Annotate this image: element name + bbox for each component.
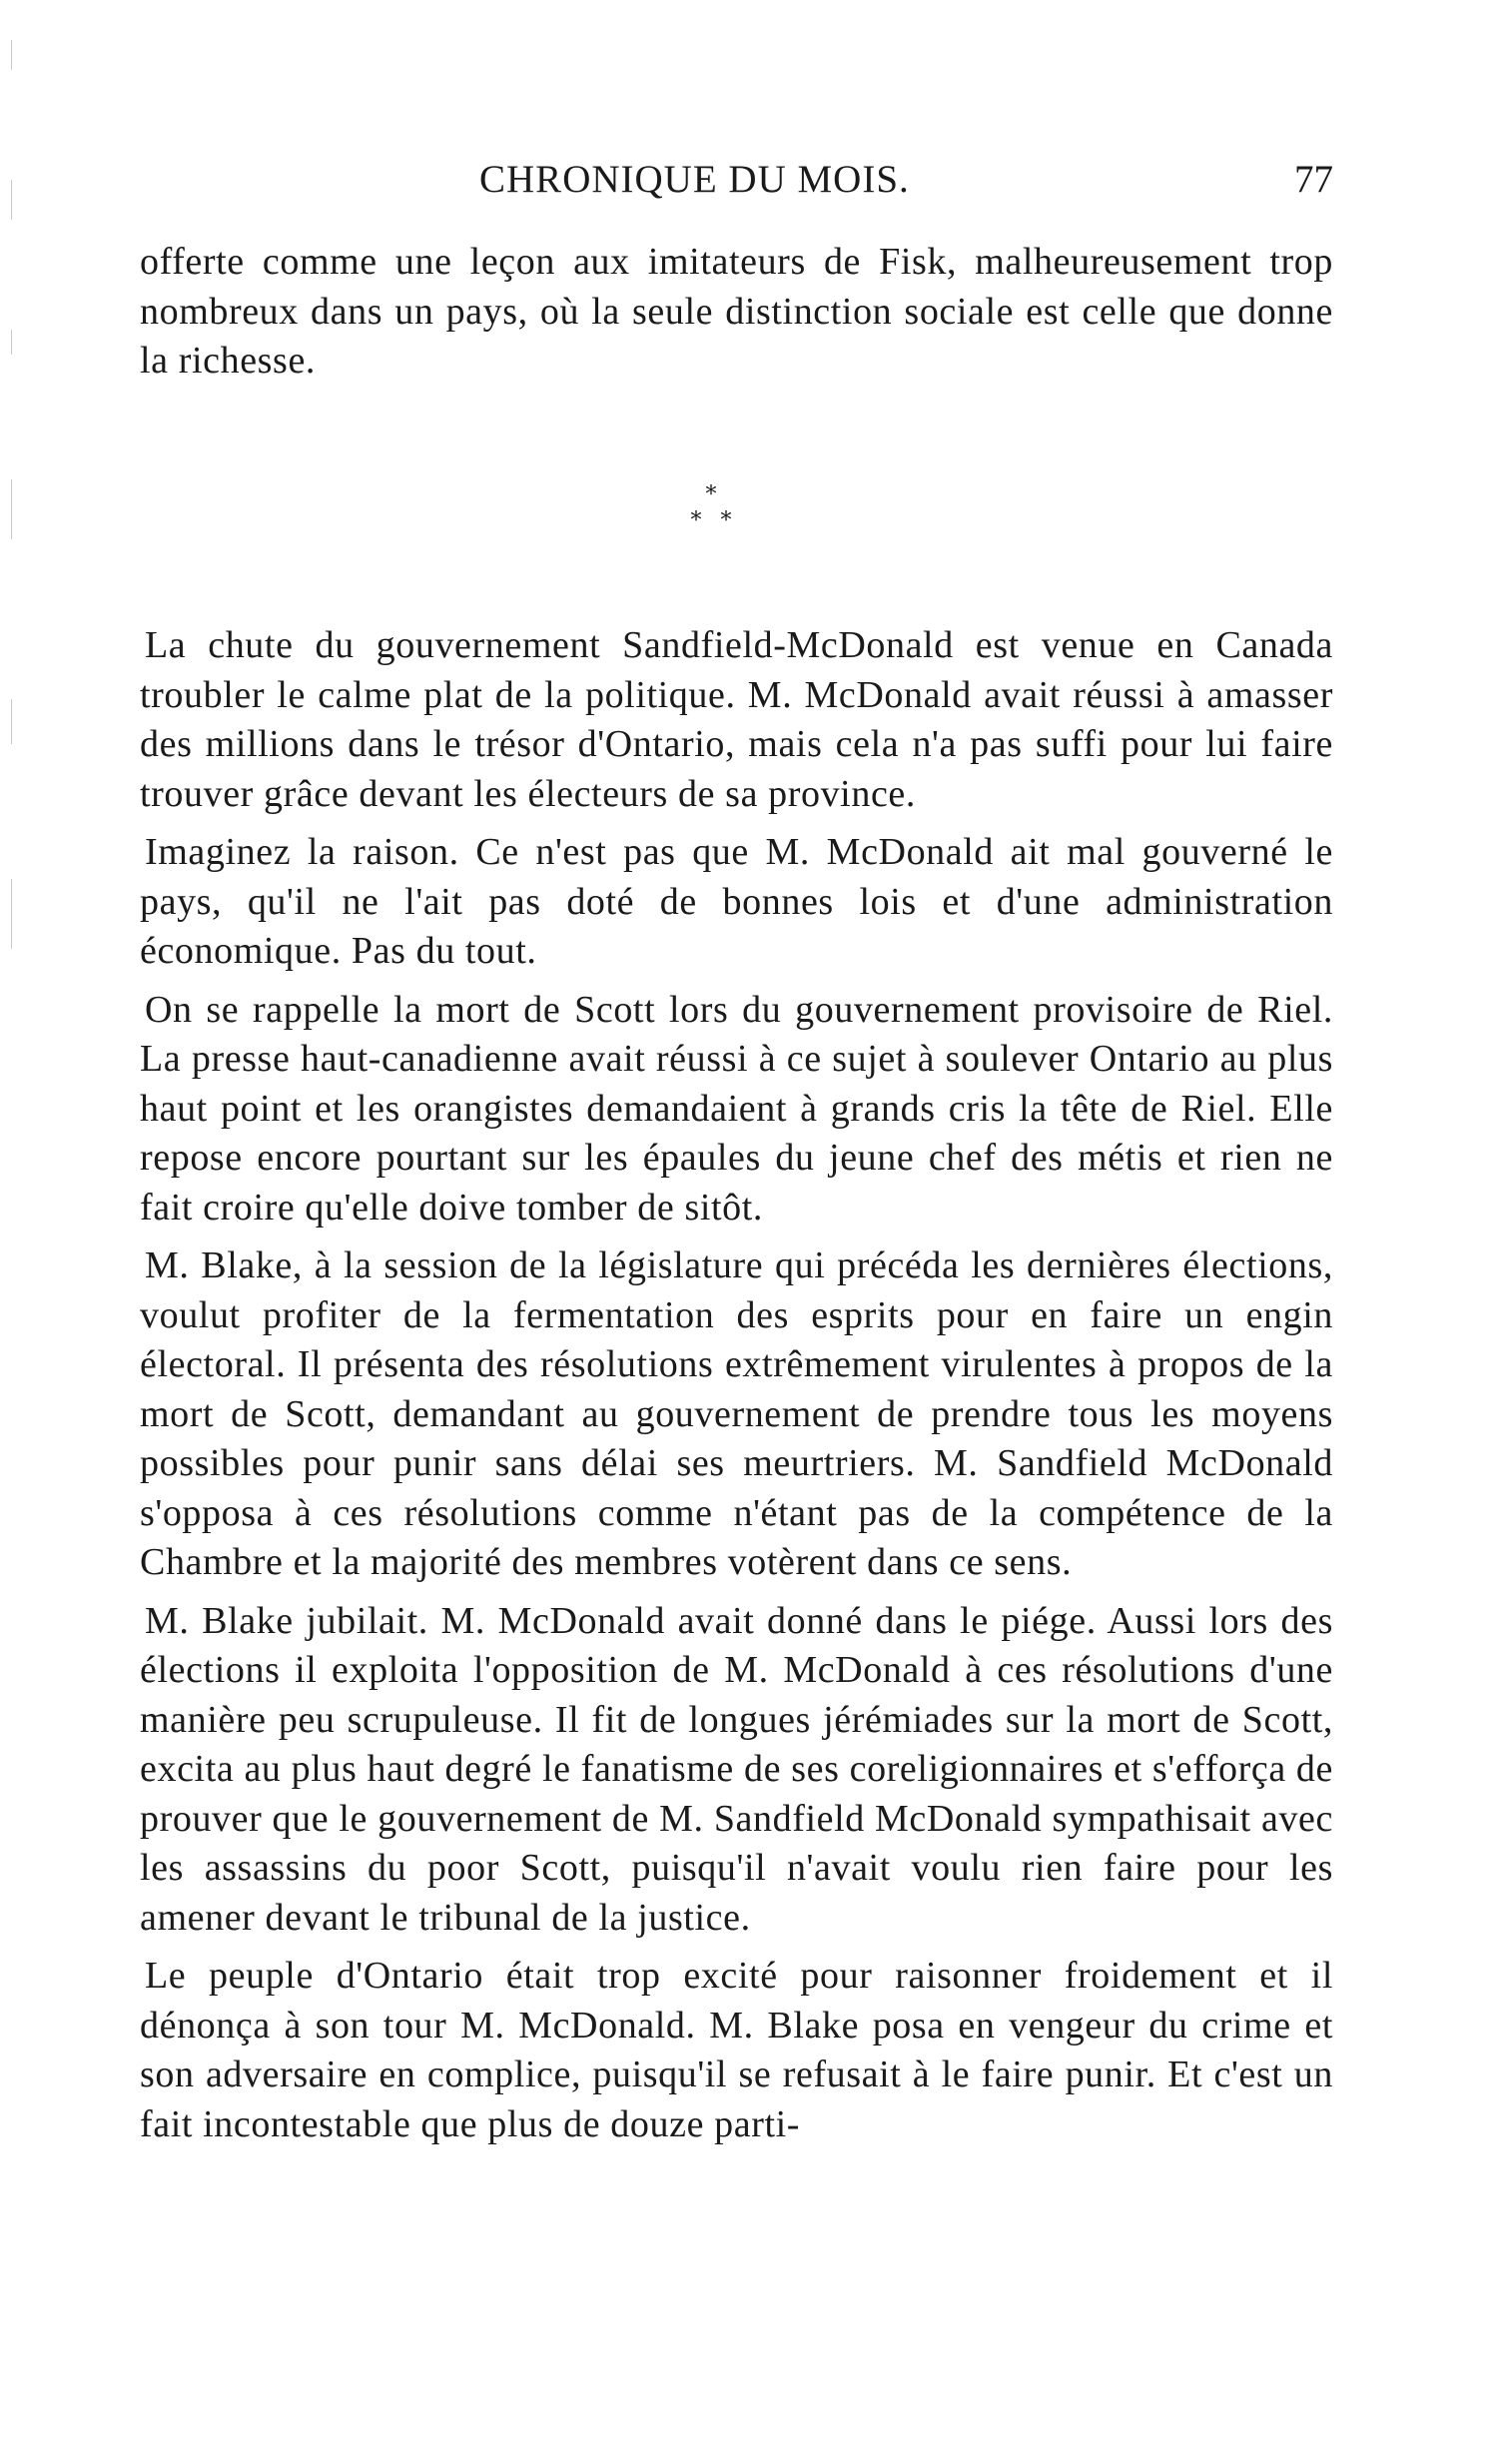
svg-text:*: *	[720, 508, 732, 533]
text-block-continuation	[140, 238, 1333, 387]
margin-scan-artifact	[10, 0, 14, 1049]
paragraph: Le peuple d'Ontario était trop excité pour raisonner froidement et il dénonça à son tour M. McDonald. M. Blake posa en vengeur du crime et son adversaire en complice, puisqu'il se refusait à le faire punir. Et c'est un fait incontestable que plus de douze parti-	[140, 1955, 1333, 2145]
svg-text:*: *	[705, 482, 717, 507]
paragraph: On se rappelle la mort de Scott lors du gouvernement provisoire de Riel. La presse haut-canadienne avait réussi à ce sujet à soulever Ontario au plus haut point et les orangistes demandaient à grands cris la tête de Riel. Elle repose encore pourtant sur les épaules du jeune chef des métis et rien ne fait croire qu'elle doive tomber de sitôt.	[140, 988, 1333, 1229]
running-title: CHRONIQUE DU MOIS.	[479, 158, 910, 201]
asterism-icon	[671, 481, 751, 541]
asterism-separator	[671, 481, 751, 541]
text-block-main	[140, 621, 1333, 2149]
paragraph: offerte comme une leçon aux imitateurs de Fisk, malheureusement trop nombreux dans un pays, où la seule distinction sociale est celle que donne la richesse.	[140, 241, 1333, 382]
paragraph: M. Blake, à la session de la législature qui précéda les dernières élections, voulut profiter de la fermentation des esprits pour en faire un engin électoral. Il présenta des résolutions extrêmement virulentes à propos de la mort de Scott, demandant au gouvernement de prendre tous les moyens possibles pour punir sans délai ses meurtriers. M. Sandfield McDonald s'opposa à ces résolutions comme n'étant pas de la compétence de la Chambre et la majorité des membres votèrent dans ce sens.	[140, 1244, 1333, 1583]
paragraph: La chute du gouvernement Sandfield-McDonald est venue en Canada troubler le calme plat de la politique. M. McDonald avait réussi à amasser des millions dans le trésor d'Ontario, mais cela n'a pas suffi pour lui faire trouver grâce devant les électeurs de sa province.	[140, 624, 1333, 815]
page-number: 77	[1294, 158, 1333, 201]
running-head	[140, 150, 1333, 210]
paragraph: M. Blake jubilait. M. McDonald avait donné dans le piége. Aussi lors des élections il exploita l'opposition de M. McDonald à ces résolutions d'une manière peu scrupuleuse. Il fit de longues jérémiades sur la mort de Scott, excita au plus haut degré le fanatisme de ses coreligionnaires et s'efforça de prouver que le gouvernement de M. Sandfield McDonald sympathisait avec les assassins du poor Scott, puisqu'il n'avait voulu rien faire pour les amener devant le tribunal de la justice.	[140, 1599, 1333, 1939]
svg-text:*: *	[690, 508, 702, 533]
paragraph: Imaginez la raison. Ce n'est pas que M. McDonald ait mal gouverné le pays, qu'il ne l'ait pas doté de bonnes lois et d'une administration économique. Pas du tout.	[140, 831, 1333, 972]
